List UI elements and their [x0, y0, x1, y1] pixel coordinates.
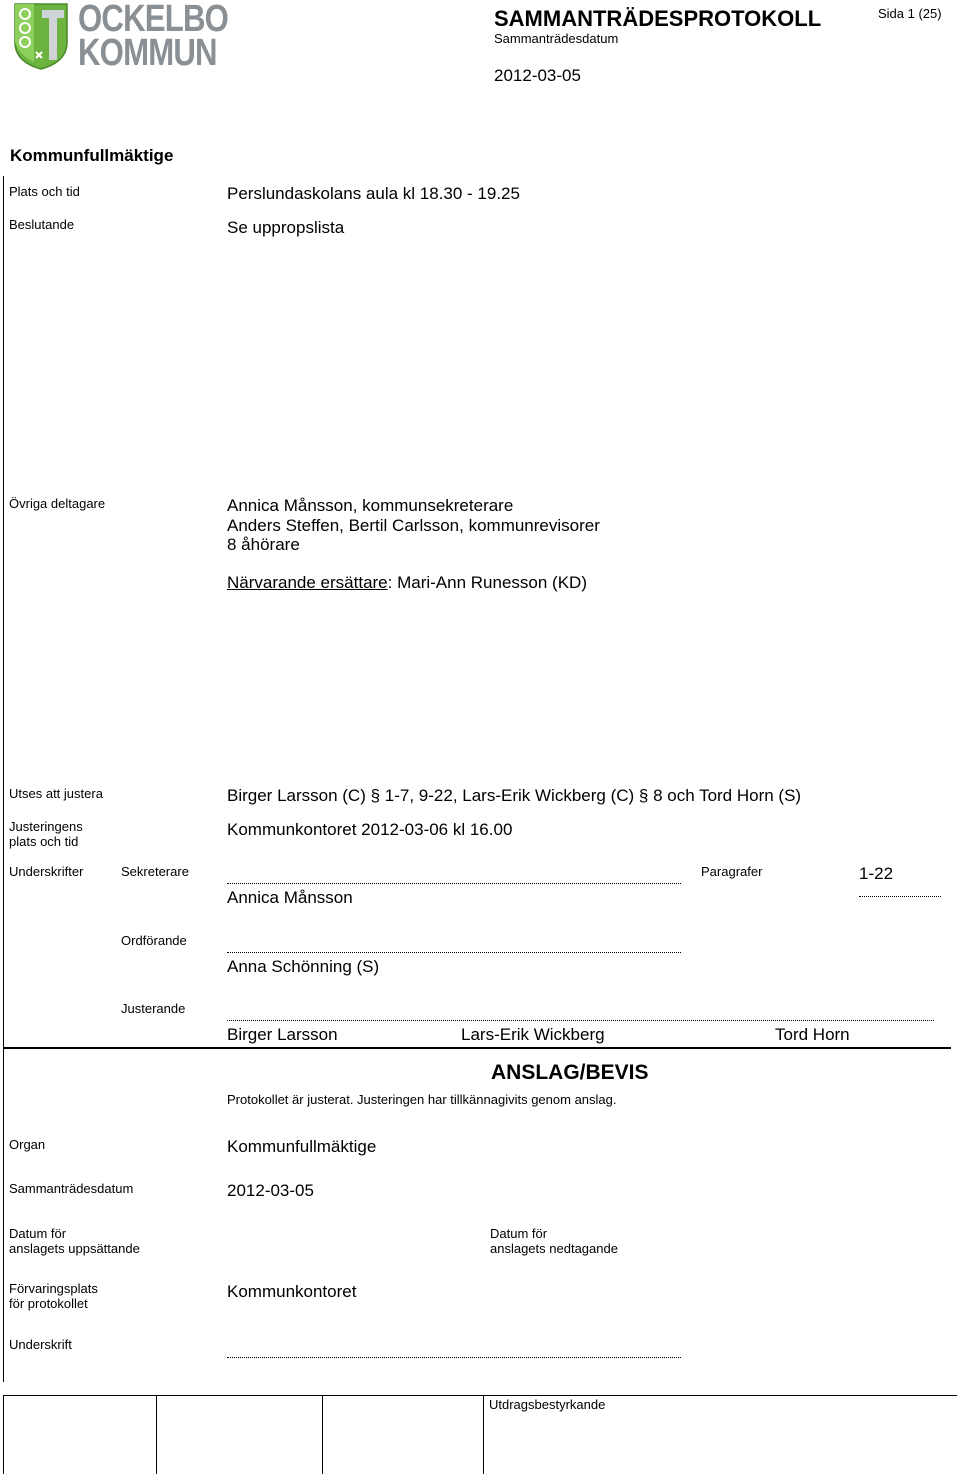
substitutes-label: Närvarande ersättare	[227, 573, 388, 592]
footer-box-divider-0	[3, 1395, 4, 1474]
document-title: SAMMANTRÄDESPROTOKOLL	[494, 6, 822, 31]
left-border-top	[3, 176, 4, 1048]
meeting-date-label: Sammanträdesdatum	[494, 31, 619, 46]
substitutes-line	[227, 573, 587, 592]
secretary-signature-line	[227, 883, 681, 884]
notice-signature-line	[227, 1357, 681, 1358]
others-line-2: Anders Steffen, Bertil Carlsson, kommunrevisorer	[227, 516, 600, 535]
municipality-logo	[12, 0, 229, 74]
substitutes-value: : Mari-Ann Runesson (KD)	[387, 573, 587, 592]
storage-value: Kommunkontoret	[227, 1282, 357, 1301]
place-label: Plats och tid	[9, 184, 80, 199]
notice-title: ANSLAG/BEVIS	[491, 1061, 649, 1084]
adjusting-name-1: Birger Larsson	[227, 1025, 338, 1044]
adj-place-label-1: Justeringens	[9, 819, 83, 834]
posted-date-label-2: anslagets uppsättande	[9, 1241, 140, 1256]
adj-place-label-2: plats och tid	[9, 834, 79, 849]
notice-meeting-date-value: 2012-03-05	[227, 1181, 314, 1200]
signatures-label: Underskrifter	[9, 864, 84, 879]
adjusting-name-3: Tord Horn	[775, 1025, 850, 1044]
certifier-label: Utdragsbestyrkande	[489, 1397, 606, 1412]
paragraphs-value: 1-22	[859, 864, 894, 883]
coat-of-arms-icon	[12, 2, 70, 70]
adj-place-value: Kommunkontoret 2012-03-06 kl 16.00	[227, 820, 513, 839]
paragraphs-dotted-line	[859, 896, 941, 897]
page-info: Sida 1 (25)	[878, 6, 942, 21]
chair-signature-line	[227, 952, 681, 953]
notice-text: Protokollet är justerat. Justeringen har tillkännagivits genom anslag.	[227, 1092, 617, 1107]
others-line-1: Annica Månsson, kommunsekreterare	[227, 496, 514, 515]
storage-label-1: Förvaringsplats	[9, 1281, 98, 1296]
footer-box-divider-1	[156, 1395, 157, 1474]
organ-label: Organ	[9, 1137, 46, 1152]
adjusting-signature-line	[227, 1020, 934, 1021]
place-value: Perslundaskolans aula kl 18.30 - 19.25	[227, 184, 520, 203]
others-line-3: 8 åhörare	[227, 535, 300, 554]
posted-date-label-1: Datum för	[9, 1226, 67, 1241]
removed-date-label-1: Datum för	[490, 1226, 548, 1241]
chair-label: Ordförande	[121, 933, 187, 948]
deciders-value: Se uppropslista	[227, 218, 345, 237]
meeting-date-value: 2012-03-05	[494, 66, 581, 85]
footer-box-divider-3	[483, 1395, 484, 1474]
storage-label-2: för protokollet	[9, 1296, 88, 1311]
footer-top-border	[3, 1395, 957, 1396]
secretary-label: Sekreterare	[121, 864, 189, 879]
removed-date-label-2: anslagets nedtagande	[490, 1241, 618, 1256]
deciders-label: Beslutande	[9, 217, 75, 232]
notice-meeting-date-label: Sammanträdesdatum	[9, 1181, 134, 1196]
organ-value: Kommunfullmäktige	[227, 1137, 377, 1156]
chair-name: Anna Schönning (S)	[227, 957, 380, 976]
footer-box-divider-2	[322, 1395, 323, 1474]
adjusters-label: Utses att justera	[9, 786, 103, 801]
body-title: Kommunfullmäktige	[10, 146, 174, 165]
adjusters-value: Birger Larsson (C) § 1-7, 9-22, Lars-Erik Wickberg (C) § 8 och Tord Horn (S)	[227, 786, 802, 805]
signature-label: Underskrift	[9, 1337, 72, 1352]
secretary-name: Annica Månsson	[227, 888, 353, 907]
paragraphs-label: Paragrafer	[701, 864, 763, 879]
section-separator	[3, 1047, 951, 1049]
logo-text-line1: OCKELBO	[78, 0, 229, 40]
adjusting-name-2: Lars-Erik Wickberg	[461, 1025, 605, 1044]
left-border-bottom	[3, 1048, 4, 1382]
others-label: Övriga deltagare	[9, 496, 106, 511]
adjusting-label: Justerande	[121, 1001, 186, 1016]
logo-text-line2: KOMMUN	[78, 32, 217, 74]
